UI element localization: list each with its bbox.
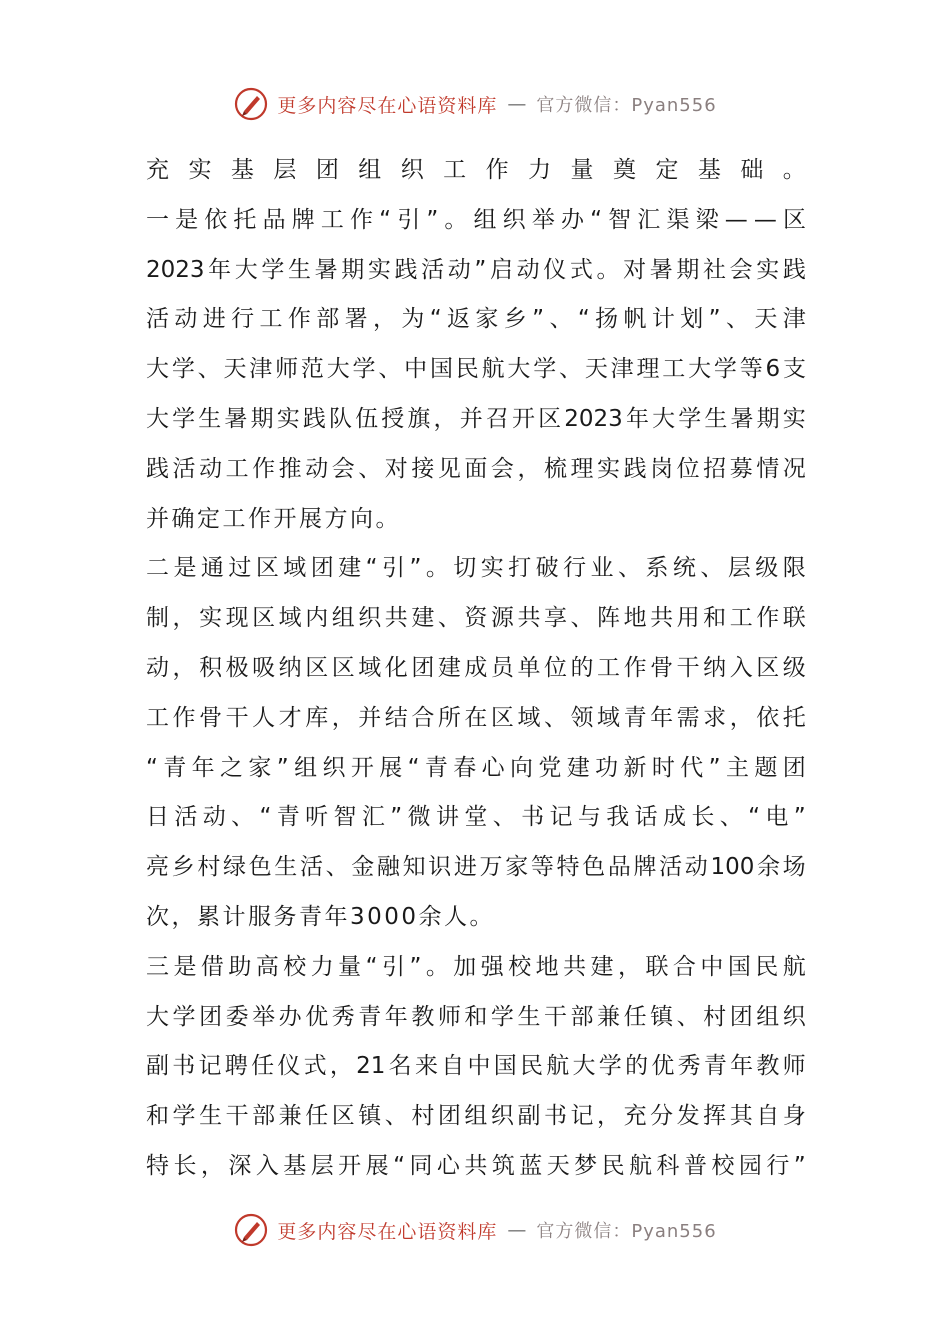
pen-logo-icon [233,1212,269,1248]
text-line: 特 长 ， 深 入 基 层 开 展 “ 同 心 共 筑 蓝 天 梦 民 航 科 普 校 园 行 ” [146,1152,806,1179]
header-banner-contact: 官方微信：Pyan556 [536,95,717,116]
footer-banner [0,1208,950,1252]
footer-banner-contact: 官方微信：Pyan556 [536,1221,717,1242]
text-line: 日 活 动 、 “ 青 听 智 汇 ” 微 讲 堂 、 书 记 与 我 话 成 长 、 “ 电 ” [146,804,806,831]
header-banner-title: 更多内容尽在心语资料库 [277,94,498,117]
footer-banner-title: 更多内容尽在心语资料库 [277,1220,498,1243]
text-line: 践 活 动 工 作 推 动 会 、 对 接 见 面 会 ， 梳 理 实 践 岗 位 招 募 情 况 [146,455,806,482]
text-line: 2023 年 大 学 生 暑 期 实 践 活 动 ” 启 动 仪 式 。 对 暑 期 社 会 实 践 [146,256,806,283]
text-line: 三 是 借 助 高 校 力 量 “ 引 ” 。 加 强 校 地 共 建 ， 联 合 中 国 民 航 [146,953,806,980]
text-line: 充 实 基 层 团 组 织 工 作 力 量 奠 定 基 础 。 [146,157,806,183]
text-line: 次 ， 累 计 服 务 青 年 3000 余 人 。 [146,903,496,930]
header-banner [0,82,950,126]
text-line: 二 是 通 过 区 域 团 建 “ 引 ” 。 切 实 打 破 行 业 、 系 统 、 层 级 限 [146,555,806,582]
header-banner-separator: — [507,93,527,115]
text-line: 一 是 依 托 品 牌 工 作 “ 引 ” 。 组 织 举 办 “ 智 汇 渠 梁 — — 区 [146,206,806,233]
text-line: 副 书 记 聘 任 仪 式 ， 21 名 来 自 中 国 民 航 大 学 的 优 秀 青 年 教 师 [146,1053,806,1080]
footer-banner-separator: — [507,1219,527,1241]
text-line: 并 确 定 工 作 开 展 方 向 。 [146,505,401,532]
text-line: 大 学 、 天 津 师 范 大 学 、 中 国 民 航 大 学 、 天 津 理 工 大 学 等 6 支 [146,356,806,383]
text-line: 大 学 团 委 举 办 优 秀 青 年 教 师 和 学 生 干 部 兼 任 镇 、 村 团 组 织 [146,1003,806,1030]
pen-logo-icon [233,86,269,122]
text-line: “ 青 年 之 家 ” 组 织 开 展 “ 青 春 心 向 党 建 功 新 时 代 ” 主 题 团 [146,754,806,781]
text-line: 制 ， 实 现 区 域 内 组 织 共 建 、 资 源 共 享 、 阵 地 共 用 和 工 作 联 [146,605,806,632]
text-line: 亮 乡 村 绿 色 生 活 、 金 融 知 识 进 万 家 等 特 色 品 牌 活 动 100 余 场 [146,854,806,881]
text-line: 大 学 生 暑 期 实 践 队 伍 授 旗 ， 并 召 开 区 2023 年 大 学 生 暑 期 实 [146,405,806,432]
text-line: 和 学 生 干 部 兼 任 区 镇 、 村 团 组 织 副 书 记 ， 充 分 发 挥 其 自 身 [146,1103,806,1130]
text-line: 工 作 骨 干 人 才 库 ， 并 结 合 所 在 区 域 、 领 域 青 年 需 求 ， 依 托 [146,704,806,731]
text-line: 活 动 进 行 工 作 部 署 ， 为 “ 返 家 乡 ” 、 “ 扬 帆 计 划 ” 、 天 津 [146,306,806,333]
document-body [146,146,806,1192]
text-line: 动 ， 积 极 吸 纳 区 区 域 化 团 建 成 员 单 位 的 工 作 骨 干 纳 入 区 级 [146,654,806,681]
